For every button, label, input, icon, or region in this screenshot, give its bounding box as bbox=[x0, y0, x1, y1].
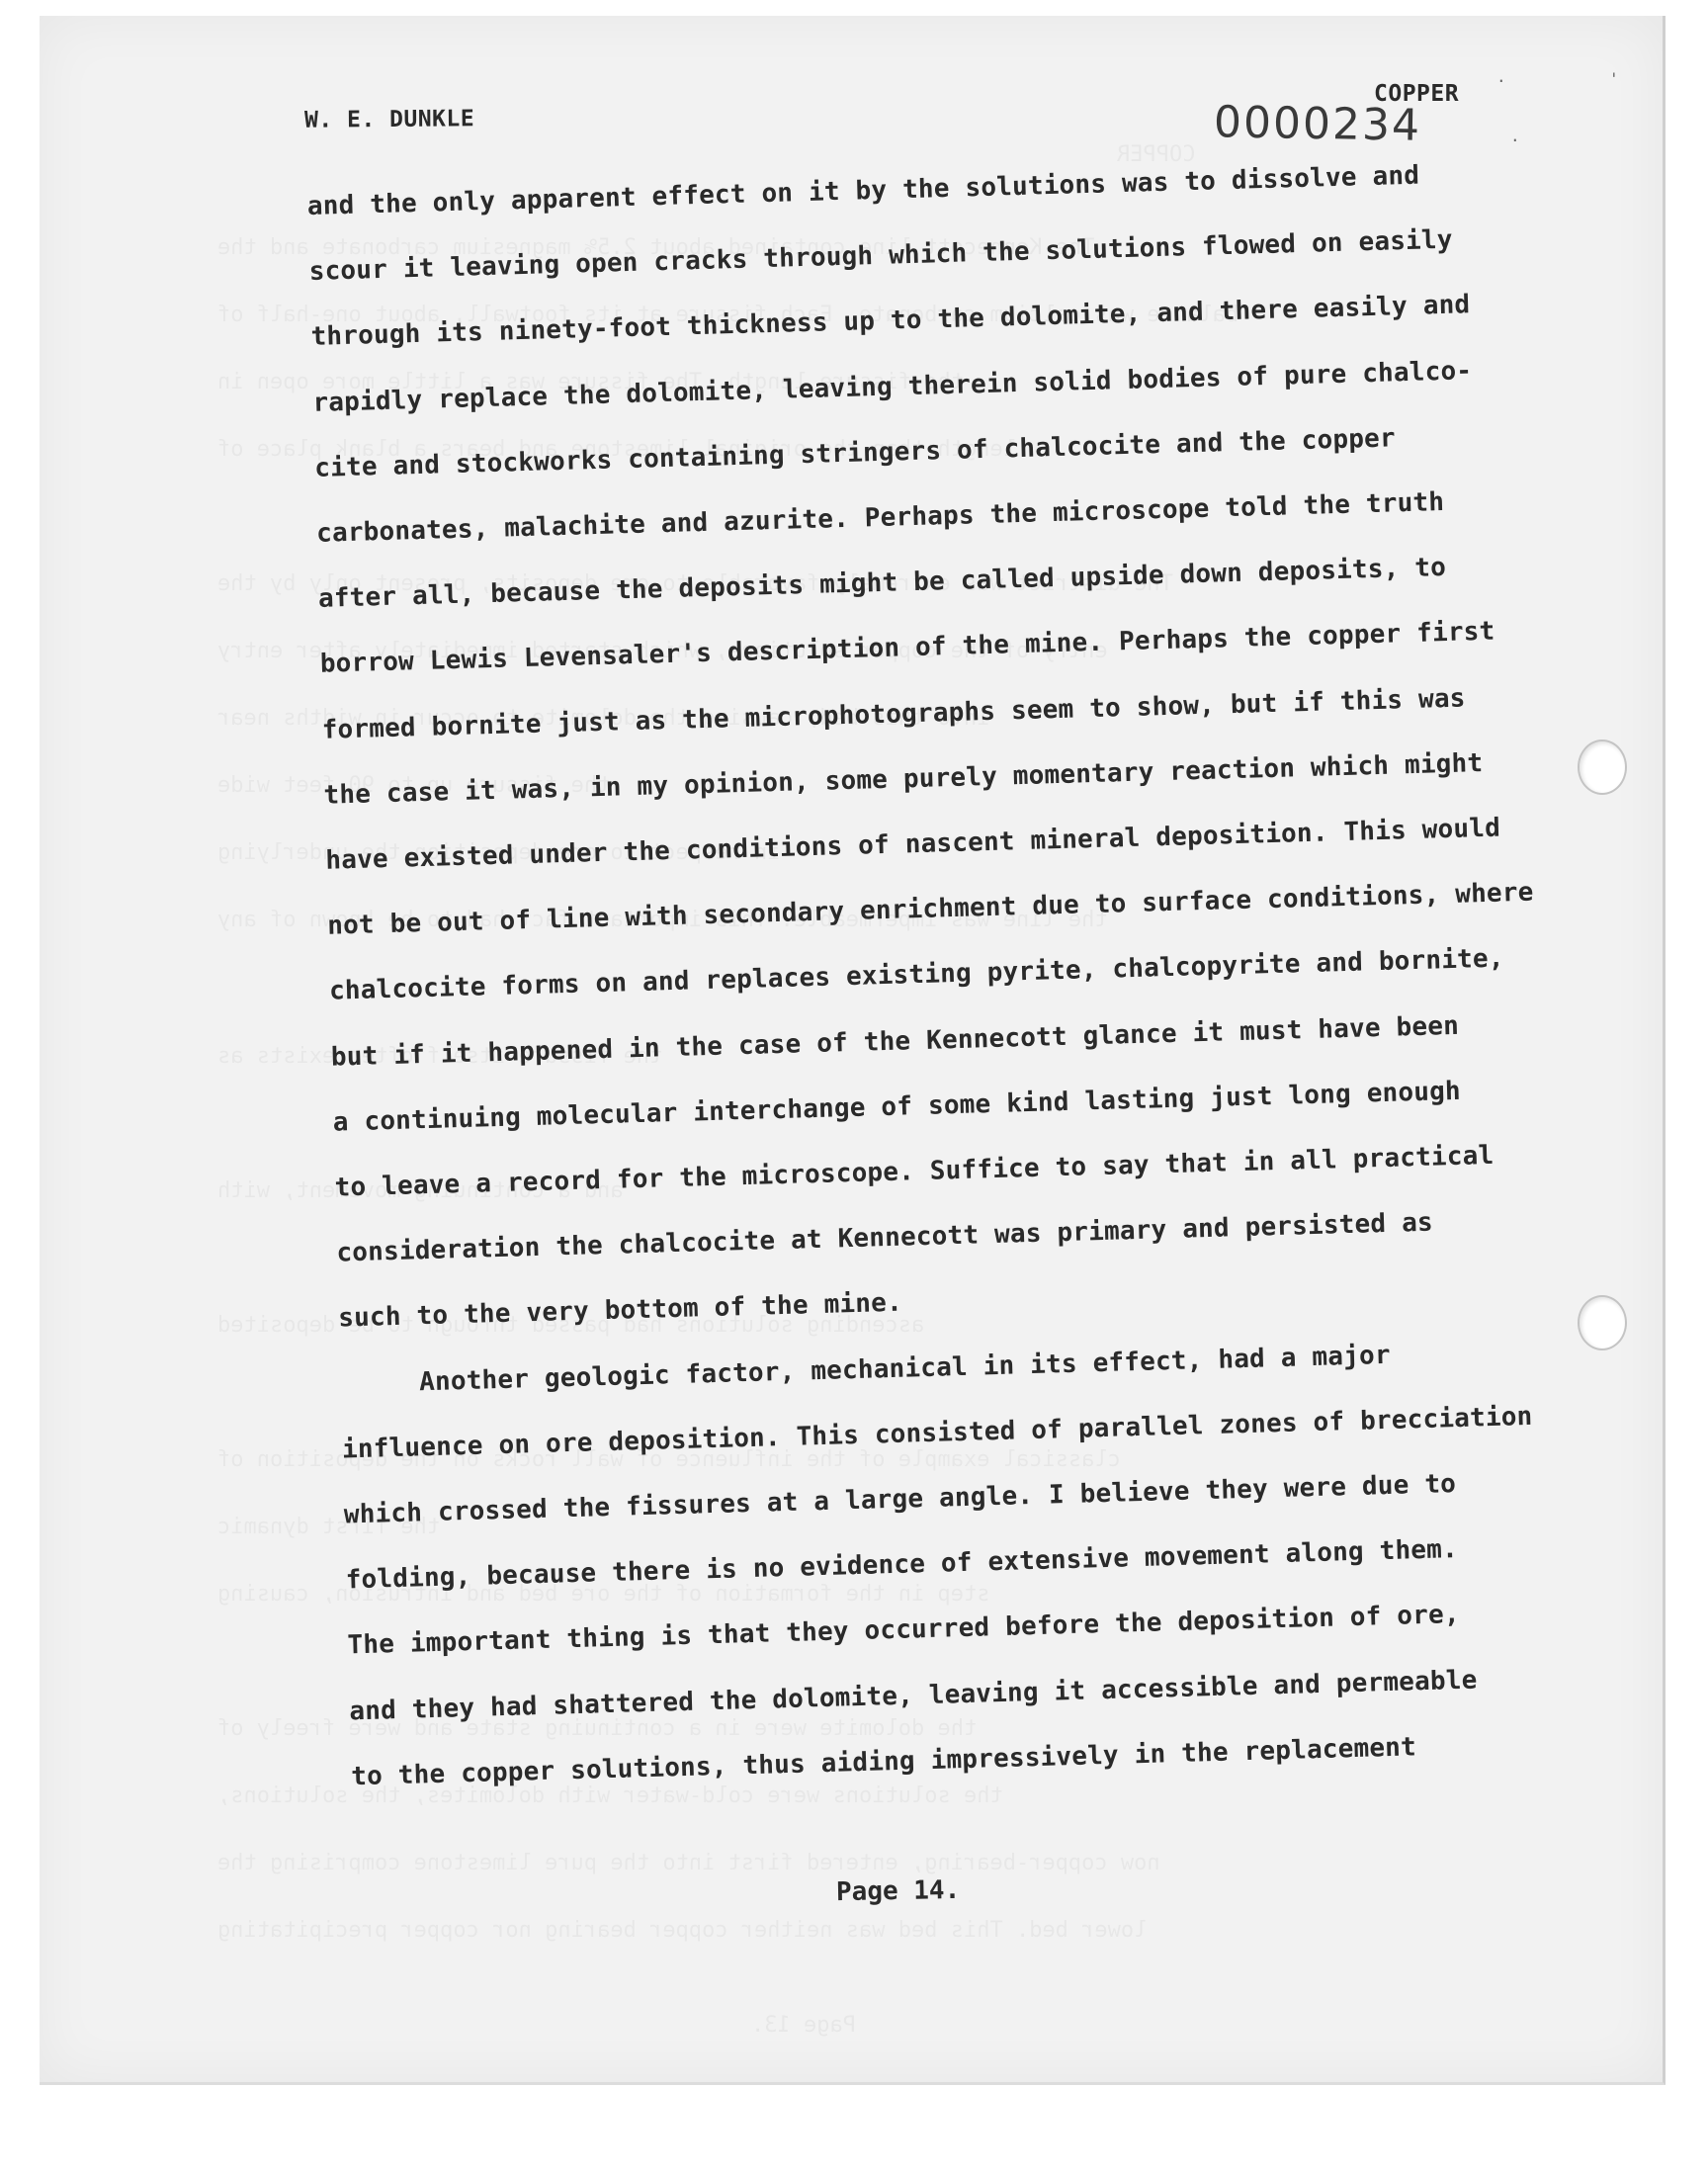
body-line: a continuing molecular interchange of some kind lasting just long enough bbox=[332, 1076, 1462, 1138]
body-line: to leave a record for the microscope. Suffice to say that in all practical bbox=[334, 1140, 1494, 1203]
category-header: COPPER bbox=[1374, 81, 1460, 107]
body-line: scour it leaving open cracks through which the solutions flowed on easily bbox=[308, 224, 1454, 288]
punch-hole bbox=[1578, 740, 1627, 795]
body-line: have existed under the conditions of nascent mineral deposition. This would bbox=[324, 813, 1501, 876]
body-line: The important thing is that they occurred before the deposition of ore, bbox=[347, 1600, 1461, 1661]
paragraph-first-line: Another geologic factor, mechanical in its effect, had a major bbox=[418, 1340, 1392, 1397]
document-page bbox=[40, 16, 1665, 2085]
body-line: carbonates, malachite and azurite. Perhaps the microscope told the truth bbox=[315, 487, 1445, 549]
body-line: to the copper solutions, thus aiding impressively in the replacement bbox=[350, 1732, 1417, 1792]
document-number-stamp: 0000234 bbox=[1213, 97, 1422, 151]
body-line: folding, because there is no evidence of extensive movement along them. bbox=[345, 1534, 1459, 1596]
body-line: and they had shattered the dolomite, leaving it accessible and permeable bbox=[349, 1665, 1478, 1727]
body-line: which crossed the fissures at a large angle. I believe they were due to bbox=[343, 1469, 1457, 1530]
body-line: the case it was, in my opinion, some purely momentary reaction which might bbox=[323, 747, 1484, 811]
body-line: rapidly replace the dolomite, leaving therein solid bodies of pure chalco- bbox=[312, 355, 1473, 418]
ink-speck: ' bbox=[1609, 69, 1619, 88]
ink-speck: . bbox=[1510, 127, 1520, 145]
body-line: and the only apparent effect on it by the solutions was to dissolve and bbox=[306, 160, 1420, 221]
body-line: through its ninety-foot thickness up to the dolomite, and there easily and bbox=[310, 290, 1471, 353]
ink-speck: . bbox=[1496, 67, 1506, 86]
body-line: influence on ore deposition. This consisted of parallel zones of brecciation bbox=[341, 1401, 1533, 1465]
body-line: such to the very bottom of the mine. bbox=[337, 1288, 903, 1334]
body-line: consideration the chalcocite at Kennecott was primary and persisted as bbox=[336, 1207, 1434, 1268]
page-number: Page 14. bbox=[835, 1874, 961, 1908]
body-line: after all, because the deposits might be called upside down deposits, to bbox=[317, 553, 1447, 615]
body-line: chalcocite forms on and replaces existing pyrite, chalcopyrite and bornite, bbox=[328, 943, 1505, 1007]
body-line: borrow Lewis Levensaler's description of the mine. Perhaps the copper first bbox=[319, 617, 1495, 680]
author-header: W. E. DUNKLE bbox=[303, 106, 475, 133]
body-line: formed bornite just as the microphotographs seem to show, but if this was bbox=[321, 683, 1466, 745]
body-text bbox=[306, 135, 1665, 1809]
punch-hole bbox=[1578, 1295, 1627, 1350]
body-line: cite and stockworks containing stringers of chalcocite and the copper bbox=[313, 423, 1397, 483]
body-line: but if it happened in the case of the Kennecott glance it must have been bbox=[330, 1010, 1460, 1073]
body-line: not be out of line with secondary enrichment due to surface conditions, where bbox=[326, 877, 1534, 941]
